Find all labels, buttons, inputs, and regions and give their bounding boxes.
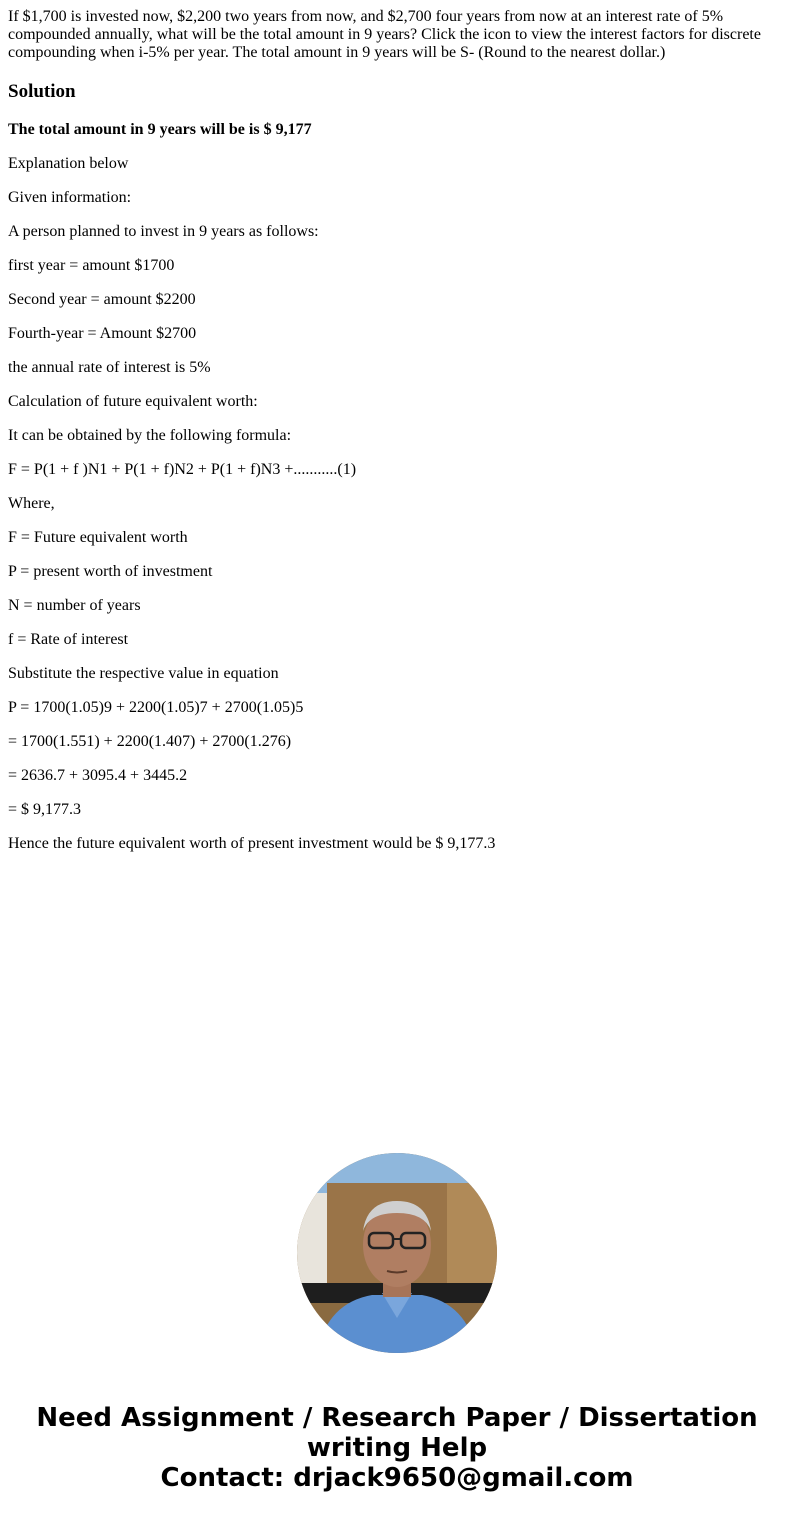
explanation-paragraph: first year = amount $1700 — [8, 257, 175, 274]
explanation-paragraph: f = Rate of interest — [8, 631, 129, 648]
explanation-paragraph: the annual rate of interest is 5% — [8, 359, 211, 376]
footer-contact: Contact: drjack9650@gmail.com — [160, 1463, 634, 1493]
footer-line-2: writing Help — [306, 1433, 488, 1463]
explanation-paragraph: Hence the future equivalent worth of present investment would be $ 9,177.3 — [8, 835, 496, 852]
answer-text — [8, 121, 786, 139]
explanation-paragraph: A person planned to invest in 9 years as follows: — [8, 223, 319, 240]
explanation-paragraph: It can be obtained by the following formula: — [8, 427, 292, 444]
author-avatar — [297, 1153, 497, 1353]
explanation-paragraph: Substitute the respective value in equation — [8, 665, 279, 682]
explanation-paragraph: N = number of years — [8, 597, 141, 614]
explanation-body — [8, 155, 786, 853]
explanation-paragraph: = 2636.7 + 3095.4 + 3445.2 — [8, 767, 188, 784]
explanation-paragraph: Explanation below — [8, 155, 129, 172]
explanation-paragraph: = $ 9,177.3 — [8, 801, 82, 818]
promo-footer — [0, 1403, 794, 1493]
footer-line-1: Need Assignment / Research Paper / Dissertation — [36, 1403, 758, 1433]
explanation-paragraph: Calculation of future equivalent worth: — [8, 393, 258, 410]
explanation-paragraph: = 1700(1.551) + 2200(1.407) + 2700(1.276) — [8, 733, 292, 750]
explanation-paragraph: Fourth-year = Amount $2700 — [8, 325, 197, 342]
answer-bold: The total amount in 9 years will be is $ 9,177 — [8, 121, 312, 138]
solution-document — [0, 8, 794, 869]
question-text: If $1,700 is invested now, $2,200 two years from now, and $2,700 four years from now at an interest rate of 5% compounded annually, what will be the total amount in 9 years? Click the icon to view the interest factors for discrete compounding when i-5% per year. The total amount in 9 years will be S- (Round to the nearest dollar.) — [8, 8, 761, 61]
explanation-paragraph: Given information: — [8, 189, 132, 206]
solution-heading: Solution — [8, 81, 76, 102]
explanation-paragraph: P = present worth of investment — [8, 563, 213, 580]
explanation-paragraph: Where, — [8, 495, 55, 512]
explanation-paragraph: P = 1700(1.05)9 + 2200(1.05)7 + 2700(1.05)5 — [8, 699, 304, 716]
explanation-paragraph: F = Future equivalent worth — [8, 529, 188, 546]
explanation-paragraph: F = P(1 + f )N1 + P(1 + f)N2 + P(1 + f)N3 +...........(1) — [8, 461, 357, 478]
author-photo — [297, 1153, 497, 1353]
explanation-paragraph: Second year = amount $2200 — [8, 291, 196, 308]
